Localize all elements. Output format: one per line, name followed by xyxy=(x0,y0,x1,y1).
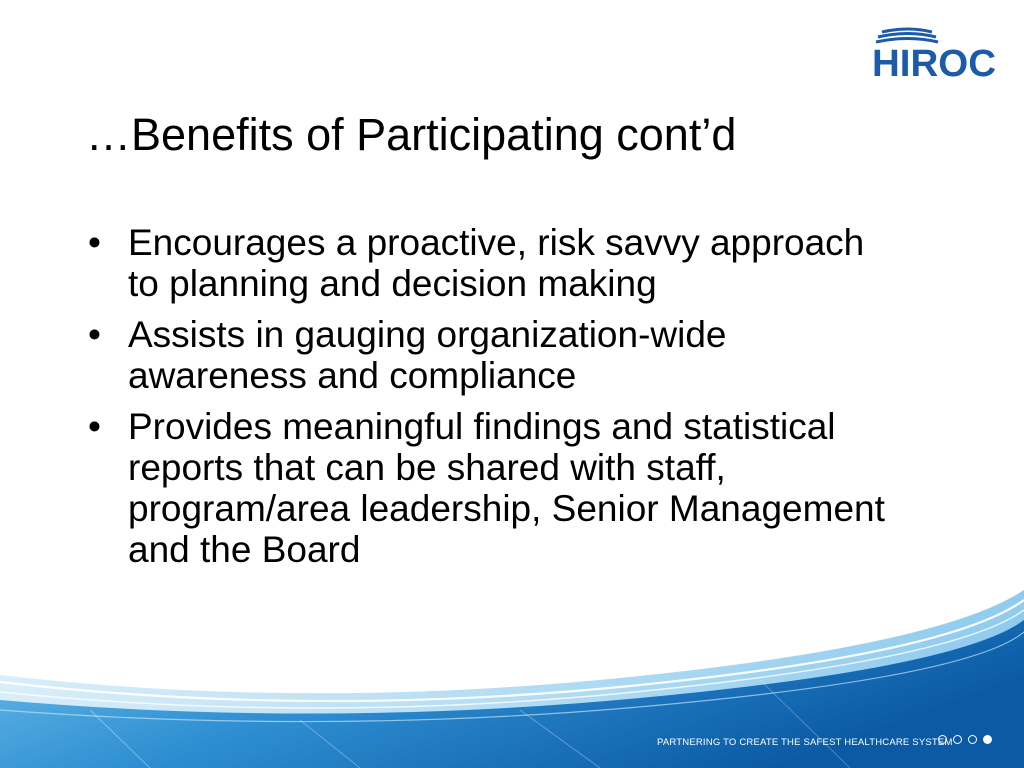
bullet-item xyxy=(86,314,886,396)
bullet-text: Assists in gauging organization-wide awareness and compliance xyxy=(128,314,727,396)
bullet-marker: • xyxy=(88,222,101,263)
bullet-text: Provides meaningful findings and statistical reports that can be shared with staff, program/area leadership, Senior Management and the Board xyxy=(128,406,885,570)
hiroc-logo xyxy=(868,22,1000,84)
logo-text: HIROC xyxy=(872,43,996,84)
bullet-marker: • xyxy=(88,314,101,355)
bullet-list xyxy=(86,222,886,580)
nav-circle-icon xyxy=(968,735,977,744)
nav-circle-icon xyxy=(938,735,947,744)
bullet-item xyxy=(86,222,886,304)
bullet-item xyxy=(86,406,886,570)
slide-title: …Benefits of Participating cont’d xyxy=(86,109,737,160)
bullet-marker: • xyxy=(88,406,101,447)
nav-circle-filled-icon xyxy=(983,735,992,744)
footer-tagline: PARTNERING TO CREATE THE SAFEST HEALTHCARE SYSTEM xyxy=(657,737,953,748)
nav-circle-icon xyxy=(953,735,962,744)
slide-nav-indicator xyxy=(938,735,992,744)
bullet-text: Encourages a proactive, risk savvy approach to planning and decision making xyxy=(128,222,865,304)
